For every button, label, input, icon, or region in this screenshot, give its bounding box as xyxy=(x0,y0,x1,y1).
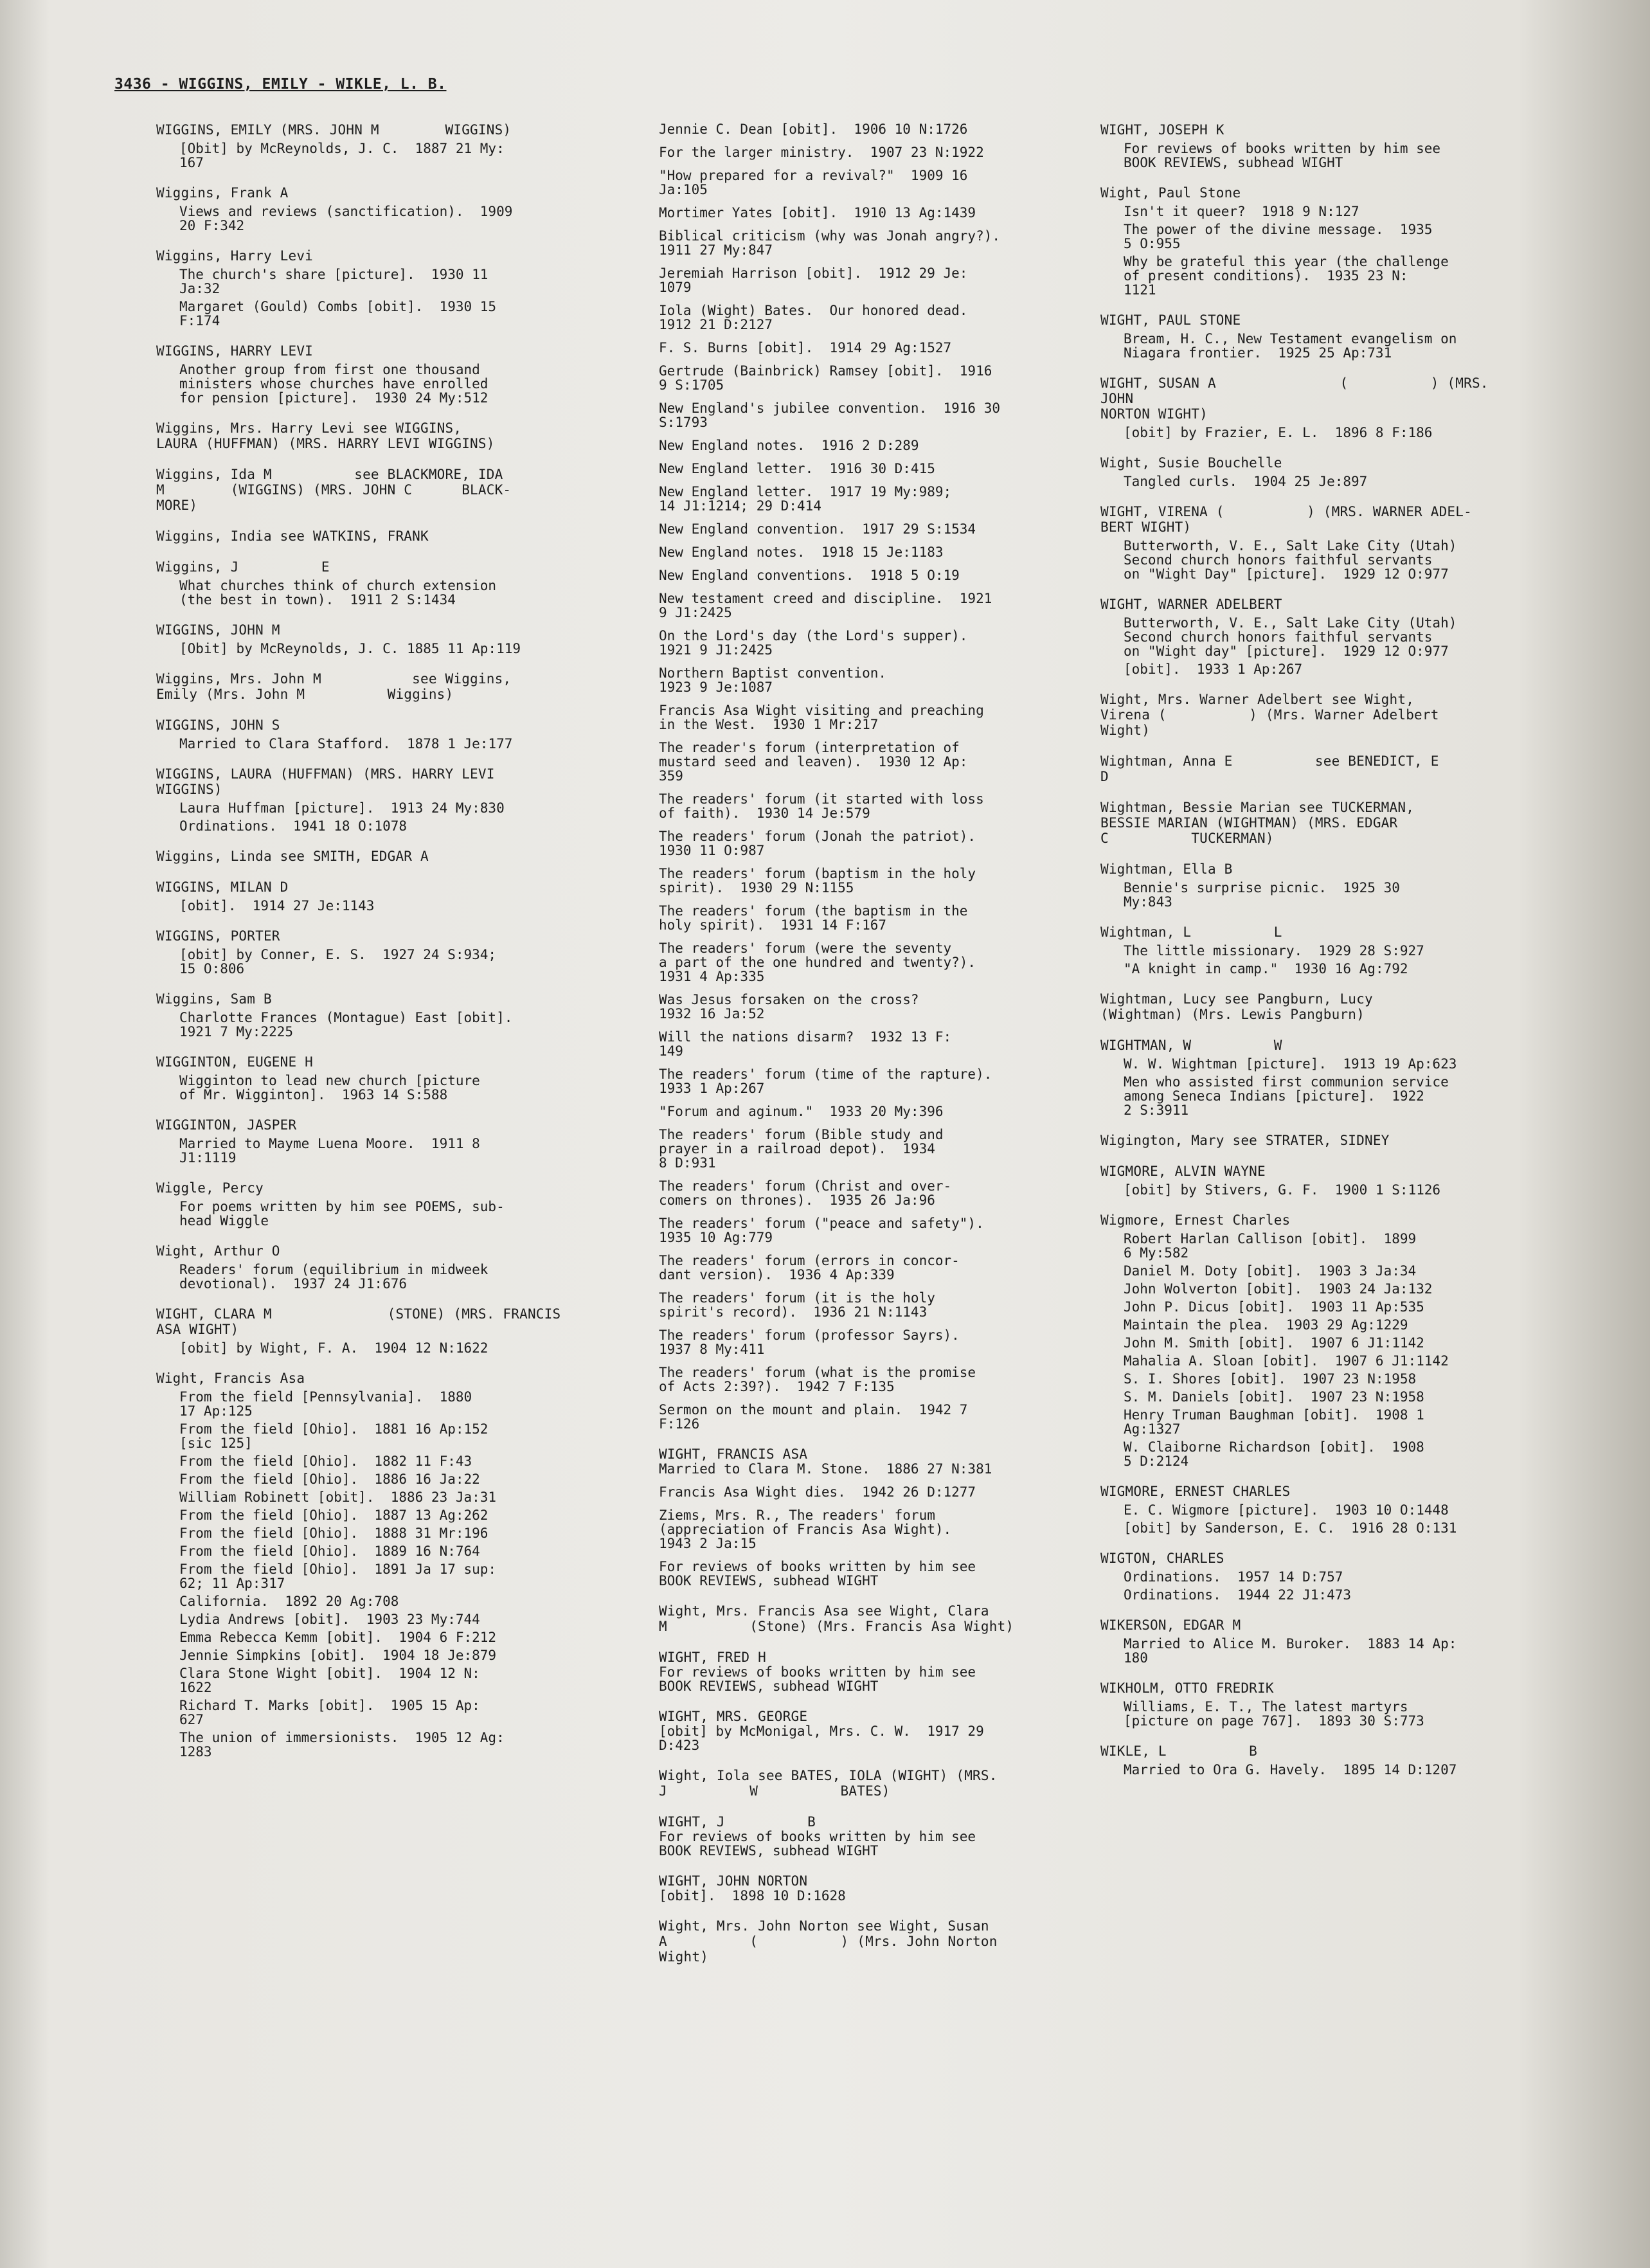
entry-heading: WIGMORE, ALVIN WAYNE xyxy=(1100,1164,1266,1179)
entry-heading: WIGHT, PAUL STONE xyxy=(1100,312,1241,328)
entry-citation: John M. Smith [obit]. 1907 6 J1:1142 xyxy=(1124,1335,1424,1351)
entry-citation: From the field [Ohio]. 1881 16 Ap:152 [sic 125] xyxy=(179,1421,489,1451)
entry-citation: The little missionary. 1929 28 S:927 xyxy=(1124,943,1424,959)
index-entry xyxy=(659,1814,1070,1858)
entry-citation: The readers' forum (baptism in the holy spirit). 1930 29 N:1155 xyxy=(659,866,976,896)
entry-citation: The readers' forum (the baptism in the holy spirit). 1931 14 F:167 xyxy=(659,903,968,933)
index-entry xyxy=(1100,1212,1512,1468)
index-entry xyxy=(156,248,568,328)
index-entry xyxy=(156,1306,568,1355)
index-entry xyxy=(1100,1164,1512,1197)
index-entry xyxy=(156,1117,568,1165)
entry-heading: WIGHT, MRS. GEORGE xyxy=(659,1709,808,1724)
entry-citation: Jennie Simpkins [obit]. 1904 18 Je:879 xyxy=(179,1648,497,1663)
entry-heading: Wiggins, Harry Levi xyxy=(156,248,314,264)
entry-citation: F. S. Burns [obit]. 1914 29 Ag:1527 xyxy=(659,340,952,356)
entry-citation: Mortimer Yates [obit]. 1910 13 Ag:1439 xyxy=(659,205,976,221)
entry-heading: WIGHT, FRED H xyxy=(659,1650,766,1665)
entry-heading: WIGHT, SUSAN A ( ) (MRS. JOHN NORTON WIGHT) xyxy=(1100,375,1489,422)
entry-citation: The readers' forum ("peace and safety"). 1935 10 Ag:779 xyxy=(659,1216,984,1245)
entry-citation: The readers' forum (professor Sayrs). 1937 8 My:411 xyxy=(659,1328,960,1357)
entry-citation: E. C. Wigmore [picture]. 1903 10 O:1448 xyxy=(1124,1502,1449,1518)
index-entry xyxy=(156,991,568,1039)
entry-citation: Sermon on the mount and plain. 1942 7 F:126 xyxy=(659,1402,968,1432)
entry-heading: WIGTON, CHARLES xyxy=(1100,1551,1224,1566)
entry-citation: S. I. Shores [obit]. 1907 23 N:1958 xyxy=(1124,1371,1417,1387)
entry-citation: Francis Asa Wight dies. 1942 26 D:1277 xyxy=(659,1484,976,1500)
entry-citation: "How prepared for a revival?" 1909 16 Ja:105 xyxy=(659,168,968,197)
entry-citation: Henry Truman Baughman [obit]. 1908 1 Ag:1327 xyxy=(1124,1407,1424,1437)
entry-citation: For the larger ministry. 1907 23 N:1922 xyxy=(659,145,984,160)
index-entry xyxy=(1100,504,1512,581)
entry-heading: Wigmore, Ernest Charles xyxy=(1100,1212,1291,1228)
index-entry xyxy=(156,1054,568,1102)
entry-citation: The readers' forum (it started with loss of faith). 1930 14 Je:579 xyxy=(659,791,984,821)
entry-heading: Wight, Iola see BATES, IOLA (WIGHT) (MRS. J W BATES) xyxy=(659,1768,998,1799)
entry-citation: California. 1892 20 Ag:708 xyxy=(179,1594,399,1609)
entry-citation: William Robinett [obit]. 1886 23 Ja:31 xyxy=(179,1490,497,1505)
entry-citation: Robert Harlan Callison [obit]. 1899 6 My:582 xyxy=(1124,1231,1417,1261)
entry-citation: From the field [Ohio]. 1887 13 Ag:262 xyxy=(179,1508,489,1523)
entry-citation: The readers' forum (what is the promise of Acts 2:39?). 1942 7 F:135 xyxy=(659,1365,976,1394)
entry-heading: WIGGINS, PORTER xyxy=(156,928,280,944)
index-entry xyxy=(156,559,568,607)
entry-citation: [Obit] by McReynolds, J. C. 1887 21 My: 167 xyxy=(179,141,505,170)
index-entry xyxy=(156,122,568,170)
entry-citation: From the field [Ohio]. 1888 31 Mr:196 xyxy=(179,1526,489,1541)
index-column-2 xyxy=(659,122,1070,1980)
entry-heading: Wight, Francis Asa xyxy=(156,1371,305,1386)
entry-citation: From the field [Pennsylvania]. 1880 17 Ap:125 xyxy=(179,1389,472,1419)
index-entry xyxy=(659,1918,1070,1965)
entry-citation: The readers' forum (Bible study and prayer in a railroad depot). 1934 8 D:931 xyxy=(659,1127,944,1171)
index-entry xyxy=(1100,1680,1512,1728)
entry-citation: Married to Ora G. Havely. 1895 14 D:1207 xyxy=(1124,1762,1457,1778)
entry-heading: Wiggins, J E xyxy=(156,559,330,575)
index-entry xyxy=(156,1243,568,1291)
index-entry xyxy=(156,1371,568,1759)
entry-citation: Northern Baptist convention. 1923 9 Je:1087 xyxy=(659,665,887,695)
entry-citation: For reviews of books written by him see BOOK REVIEWS, subhead WIGHT xyxy=(1124,141,1441,170)
entry-heading: Wightman, Lucy see Pangburn, Lucy (Wightman) (Mrs. Lewis Pangburn) xyxy=(1100,991,1373,1022)
entry-heading: Wiggle, Percy xyxy=(156,1180,264,1196)
index-column-3 xyxy=(1100,122,1512,1792)
entry-citation: What churches think of church extension (the best in town). 1911 2 S:1434 xyxy=(179,578,497,608)
index-entry xyxy=(1100,1551,1512,1602)
entry-heading: Wight, Mrs. Warner Adelbert see Wight, Virena ( ) (Mrs. Warner Adelbert Wight) xyxy=(1100,692,1439,738)
index-entry xyxy=(1100,597,1512,676)
index-entry xyxy=(1100,991,1512,1022)
index-entry xyxy=(156,717,568,751)
index-entry xyxy=(1100,1617,1512,1665)
entry-citation: Married to Clara M. Stone. 1886 27 N:381 xyxy=(659,1461,992,1477)
entry-citation: Bennie's surprise picnic. 1925 30 My:843 xyxy=(1124,880,1400,910)
entry-citation: Why be grateful this year (the challenge of present conditions). 1935 23 N: 1121 xyxy=(1124,254,1449,298)
index-entry xyxy=(1100,375,1512,440)
entry-citation: Views and reviews (sanctification). 1909 20 F:342 xyxy=(179,204,513,233)
entry-citation: Men who assisted first communion service among Seneca Indians [picture]. 1922 2 S:3911 xyxy=(1124,1074,1449,1118)
entry-citation: "Forum and aginum." 1933 20 My:396 xyxy=(659,1104,944,1119)
entry-heading: WIGHT, FRANCIS ASA xyxy=(659,1446,808,1462)
entry-citation: [obit]. 1933 1 Ap:267 xyxy=(1124,662,1303,677)
entry-citation: Readers' forum (equilibrium in midweek devotional). 1937 24 J1:676 xyxy=(179,1262,489,1292)
entry-citation: Charlotte Frances (Montague) East [obit]. 1921 7 My:2225 xyxy=(179,1010,513,1040)
entry-citation: [obit]. 1898 10 D:1628 xyxy=(659,1888,846,1904)
index-entry xyxy=(659,1446,1070,1588)
entry-heading: WIGGINS, LAURA (HUFFMAN) (MRS. HARRY LEVI WIGGINS) xyxy=(156,766,495,797)
entry-citation: [obit] by Wight, F. A. 1904 12 N:1622 xyxy=(179,1340,489,1356)
index-entry xyxy=(1100,692,1512,738)
entry-heading: WIGMORE, ERNEST CHARLES xyxy=(1100,1484,1291,1499)
entry-citation: [Obit] by McReynolds, J. C. 1885 11 Ap:119 xyxy=(179,641,521,656)
entry-heading: Wight, Arthur O xyxy=(156,1243,280,1259)
index-entry xyxy=(156,343,568,405)
index-entry xyxy=(659,1873,1070,1903)
entry-citation: Ordinations. 1957 14 D:757 xyxy=(1124,1569,1343,1585)
entry-citation: Emma Rebecca Kemm [obit]. 1904 6 F:212 xyxy=(179,1630,497,1645)
entry-heading: WIGGINS, JOHN S xyxy=(156,717,280,733)
entry-heading: Wightman, Ella B xyxy=(1100,861,1233,877)
entry-citation: Francis Asa Wight visiting and preaching in the West. 1930 1 Mr:217 xyxy=(659,703,984,732)
index-entry xyxy=(1100,753,1512,784)
entry-citation: New England convention. 1917 29 S:1534 xyxy=(659,521,976,537)
entry-citation: [obit]. 1914 27 Je:1143 xyxy=(179,898,375,914)
index-entry xyxy=(1100,800,1512,846)
entry-heading: WIGGINS, JOHN M xyxy=(156,622,280,638)
index-entry xyxy=(1100,861,1512,909)
index-entry xyxy=(1100,312,1512,360)
entry-citation: Lydia Andrews [obit]. 1903 23 My:744 xyxy=(179,1612,480,1627)
entry-citation: [obit] by McMonigal, Mrs. C. W. 1917 29 D:423 xyxy=(659,1724,984,1753)
entry-heading: WIGGINTON, JASPER xyxy=(156,1117,297,1133)
index-column-1 xyxy=(156,122,568,1774)
entry-citation: Gertrude (Bainbrick) Ramsey [obit]. 1916 9 S:1705 xyxy=(659,363,992,393)
entry-citation: John P. Dicus [obit]. 1903 11 Ap:535 xyxy=(1124,1299,1424,1315)
entry-heading: Wightman, Bessie Marian see TUCKERMAN, BESSIE MARIAN (WIGHTMAN) (MRS. EDGAR C TUCKERMAN) xyxy=(1100,800,1415,846)
entry-heading: Wight, Mrs. Francis Asa see Wight, Clara M (Stone) (Mrs. Francis Asa Wight) xyxy=(659,1603,1014,1634)
page-header: 3436 - WIGGINS, EMILY - WIKLE, L. B. xyxy=(114,76,447,93)
entry-citation: New testament creed and discipline. 1921 9 J1:2425 xyxy=(659,591,992,620)
entry-heading: Wight, Paul Stone xyxy=(1100,185,1241,201)
index-entry xyxy=(1100,122,1512,170)
index-entry xyxy=(1100,185,1512,297)
entry-citation: Iola (Wight) Bates. Our honored dead. 1912 21 D:2127 xyxy=(659,303,968,332)
index-entry xyxy=(156,185,568,233)
index-entry xyxy=(659,1650,1070,1693)
entry-citation: The readers' forum (were the seventy a part of the one hundred and twenty?). 1931 4 Ap:335 xyxy=(659,941,976,984)
entry-citation: Richard T. Marks [obit]. 1905 15 Ap: 627 xyxy=(179,1698,480,1727)
entry-citation: [obit] by Stivers, G. F. 1900 1 S:1126 xyxy=(1124,1182,1441,1198)
index-entry xyxy=(659,1768,1070,1799)
entry-citation: The readers' forum (errors in concor- dant version). 1936 4 Ap:339 xyxy=(659,1253,960,1282)
entry-heading: WIGGINS, MILAN D xyxy=(156,879,289,895)
entry-citation: Married to Clara Stafford. 1878 1 Je:177 xyxy=(179,736,513,752)
entry-citation: For reviews of books written by him see BOOK REVIEWS, subhead WIGHT xyxy=(659,1829,976,1859)
index-entry xyxy=(1100,1743,1512,1777)
entry-citation: The reader's forum (interpretation of mustard seed and leaven). 1930 12 Ap: 359 xyxy=(659,740,968,784)
entry-citation: Another group from first one thousand ministers whose churches have enrolled for pension [picture]. 1930 24 My:512 xyxy=(179,362,489,406)
entry-heading: Wiggins, India see WATKINS, FRANK xyxy=(156,528,429,544)
entry-citation: Was Jesus forsaken on the cross? 1932 16 Ja:52 xyxy=(659,992,919,1022)
entry-heading: Wight, Susie Bouchelle xyxy=(1100,455,1282,471)
entry-heading: Wightman, L L xyxy=(1100,924,1282,940)
index-entry xyxy=(1100,1133,1512,1148)
entry-citation: The power of the divine message. 1935 5 O:955 xyxy=(1124,222,1433,251)
entry-citation: Ordinations. 1944 22 J1:473 xyxy=(1124,1587,1352,1603)
entry-citation: [obit] by Frazier, E. L. 1896 8 F:186 xyxy=(1124,425,1433,440)
entry-citation: Married to Alice M. Buroker. 1883 14 Ap: 180 xyxy=(1124,1636,1457,1666)
index-entry xyxy=(659,122,1070,1431)
entry-citation: Jeremiah Harrison [obit]. 1912 29 Je: 1079 xyxy=(659,266,968,295)
entry-heading: WIGHT, WARNER ADELBERT xyxy=(1100,597,1282,612)
index-entry xyxy=(156,528,568,544)
entry-citation: [obit] by Sanderson, E. C. 1916 28 O:131 xyxy=(1124,1520,1457,1536)
entry-citation: Daniel M. Doty [obit]. 1903 3 Ja:34 xyxy=(1124,1263,1417,1279)
entry-citation: The readers' forum (Christ and over- comers on thrones). 1935 26 Ja:96 xyxy=(659,1178,952,1208)
entry-citation: New England conventions. 1918 5 O:19 xyxy=(659,568,960,583)
entry-heading: Wigington, Mary see STRATER, SIDNEY xyxy=(1100,1133,1390,1148)
index-entry xyxy=(156,1180,568,1228)
entry-heading: WIGHT, J B xyxy=(659,1814,816,1830)
entry-citation: Williams, E. T., The latest martyrs [picture on page 767]. 1893 30 S:773 xyxy=(1124,1699,1424,1729)
entry-citation: S. M. Daniels [obit]. 1907 23 N:1958 xyxy=(1124,1389,1424,1405)
entry-citation: Married to Mayme Luena Moore. 1911 8 J1:1119 xyxy=(179,1136,480,1166)
entry-citation: Isn't it queer? 1918 9 N:127 xyxy=(1124,204,1359,219)
entry-citation: New England letter. 1917 19 My:989; 14 J1:1214; 29 D:414 xyxy=(659,484,952,514)
index-entry xyxy=(1100,924,1512,976)
entry-citation: Tangled curls. 1904 25 Je:897 xyxy=(1124,474,1368,489)
entry-heading: Wiggins, Mrs. Harry Levi see WIGGINS, LAURA (HUFFMAN) (MRS. HARRY LEVI WIGGINS) xyxy=(156,420,495,451)
entry-citation: "A knight in camp." 1930 16 Ag:792 xyxy=(1124,961,1408,977)
entry-citation: Biblical criticism (why was Jonah angry?). 1911 27 My:847 xyxy=(659,228,1001,258)
entry-citation: Maintain the plea. 1903 29 Ag:1229 xyxy=(1124,1317,1408,1333)
entry-citation: W. W. Wightman [picture]. 1913 19 Ap:623 xyxy=(1124,1056,1457,1072)
entry-citation: Jennie C. Dean [obit]. 1906 10 N:1726 xyxy=(659,122,968,137)
entry-citation: Will the nations disarm? 1932 13 F: 149 xyxy=(659,1029,952,1059)
index-entry xyxy=(156,622,568,656)
entry-citation: New England letter. 1916 30 D:415 xyxy=(659,461,935,476)
entry-citation: On the Lord's day (the Lord's supper). 1921 9 J1:2425 xyxy=(659,628,968,658)
entry-citation: The union of immersionists. 1905 12 Ag: 1283 xyxy=(179,1730,505,1760)
entry-heading: Wight, Mrs. John Norton see Wight, Susan A ( ) (Mrs. John Norton Wight) xyxy=(659,1918,998,1965)
entry-heading: WIGGINS, EMILY (MRS. JOHN M WIGGINS) xyxy=(156,122,512,138)
entry-citation: Ordinations. 1941 18 O:1078 xyxy=(179,818,408,834)
index-entry xyxy=(156,928,568,976)
index-entry xyxy=(156,420,568,451)
entry-heading: Wiggins, Mrs. John M see Wiggins, Emily (Mrs. John M Wiggins) xyxy=(156,671,512,702)
entry-heading: WIGGINTON, EUGENE H xyxy=(156,1054,314,1070)
entry-heading: Wiggins, Frank A xyxy=(156,185,289,201)
entry-citation: Clara Stone Wight [obit]. 1904 12 N: 1622 xyxy=(179,1666,480,1695)
index-entry xyxy=(156,671,568,702)
index-entry xyxy=(1100,455,1512,489)
entry-citation: The readers' forum (Jonah the patriot). 1930 11 O:987 xyxy=(659,829,976,858)
entry-citation: The readers' forum (time of the rapture). 1933 1 Ap:267 xyxy=(659,1066,992,1096)
entry-citation: Laura Huffman [picture]. 1913 24 My:830 xyxy=(179,800,505,816)
entry-heading: Wiggins, Sam B xyxy=(156,991,272,1007)
entry-citation: Butterworth, V. E., Salt Lake City (Utah) Second church honors faithful servants on "Wight Day" [picture]. 1929 12 O:977 xyxy=(1124,538,1457,582)
index-entry xyxy=(1100,1484,1512,1535)
entry-citation: John Wolverton [obit]. 1903 24 Ja:132 xyxy=(1124,1281,1433,1297)
entry-citation: From the field [Ohio]. 1891 Ja 17 sup: 62; 11 Ap:317 xyxy=(179,1562,497,1591)
index-entry xyxy=(156,467,568,513)
entry-citation: New England's jubilee convention. 1916 30 S:1793 xyxy=(659,401,1001,430)
entry-heading: Wightman, Anna E see BENEDICT, E D xyxy=(1100,753,1439,784)
entry-citation: For reviews of books written by him see BOOK REVIEWS, subhead WIGHT xyxy=(659,1559,976,1589)
entry-citation: For poems written by him see POEMS, sub- head Wiggle xyxy=(179,1199,505,1228)
entry-heading: WIKLE, L B xyxy=(1100,1743,1258,1759)
entry-citation: From the field [Ohio]. 1886 16 Ja:22 xyxy=(179,1472,480,1487)
index-entry xyxy=(156,849,568,864)
entry-citation: Wigginton to lead new church [picture of Mr. Wigginton]. 1963 14 S:588 xyxy=(179,1073,480,1102)
entry-citation: For reviews of books written by him see BOOK REVIEWS, subhead WIGHT xyxy=(659,1664,976,1694)
entry-citation: Butterworth, V. E., Salt Lake City (Utah) Second church honors faithful servants on "Wight day" [picture]. 1929 12 O:977 xyxy=(1124,615,1457,659)
entry-heading: WIGGINS, HARRY LEVI xyxy=(156,343,314,359)
index-entry xyxy=(659,1603,1070,1634)
index-entry xyxy=(659,1709,1070,1752)
index-entry xyxy=(156,879,568,913)
entry-heading: WIGHTMAN, W W xyxy=(1100,1038,1282,1053)
entry-citation: The church's share [picture]. 1930 11 Ja:32 xyxy=(179,267,489,296)
entry-heading: WIKERSON, EDGAR M xyxy=(1100,1617,1241,1633)
entry-heading: WIGHT, VIRENA ( ) (MRS. WARNER ADEL- BERT WIGHT) xyxy=(1100,504,1472,535)
entry-citation: From the field [Ohio]. 1882 11 F:43 xyxy=(179,1454,472,1469)
entry-citation: Ziems, Mrs. R., The readers' forum (appreciation of Francis Asa Wight). 1943 2 Ja:15 xyxy=(659,1508,952,1551)
entry-citation: New England notes. 1918 15 Je:1183 xyxy=(659,544,944,560)
entry-heading: Wiggins, Linda see SMITH, EDGAR A xyxy=(156,849,429,864)
entry-citation: The readers' forum (it is the holy spirit's record). 1936 21 N:1143 xyxy=(659,1290,935,1320)
entry-citation: From the field [Ohio]. 1889 16 N:764 xyxy=(179,1544,480,1559)
entry-heading: WIGHT, JOHN NORTON xyxy=(659,1873,808,1889)
entry-heading: WIGHT, CLARA M (STONE) (MRS. FRANCIS ASA WIGHT) xyxy=(156,1306,561,1337)
entry-citation: [obit] by Conner, E. S. 1927 24 S:934; 15 O:806 xyxy=(179,947,497,977)
entry-citation: Bream, H. C., New Testament evangelism on Niagara frontier. 1925 25 Ap:731 xyxy=(1124,331,1457,361)
entry-heading: WIGHT, JOSEPH K xyxy=(1100,122,1224,138)
index-entry xyxy=(156,766,568,833)
index-entry xyxy=(1100,1038,1512,1117)
entry-citation: Mahalia A. Sloan [obit]. 1907 6 J1:1142 xyxy=(1124,1353,1449,1369)
entry-heading: Wiggins, Ida M see BLACKMORE, IDA M (WIGGINS) (MRS. JOHN C BLACK- MORE) xyxy=(156,467,512,513)
entry-citation: New England notes. 1916 2 D:289 xyxy=(659,438,919,453)
entry-citation: W. Claiborne Richardson [obit]. 1908 5 D:2124 xyxy=(1124,1439,1424,1469)
entry-citation: Margaret (Gould) Combs [obit]. 1930 15 F:174 xyxy=(179,299,497,328)
entry-heading: WIKHOLM, OTTO FREDRIK xyxy=(1100,1680,1274,1696)
